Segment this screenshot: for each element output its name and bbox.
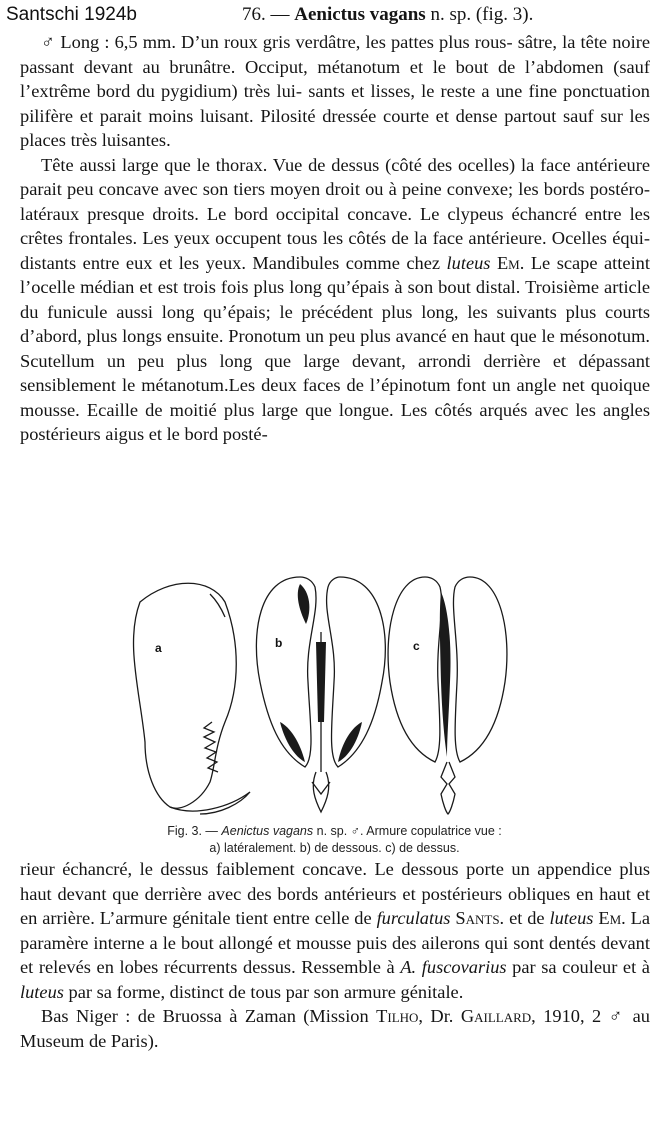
species-name: luteus (446, 252, 491, 273)
species-heading (242, 4, 533, 26)
caption-prefix: Fig. 3. — (167, 824, 218, 838)
species-name: luteus (549, 908, 594, 928)
species-name: luteus (20, 981, 64, 1002)
text-line: Bas Niger : de Bruossa à Zaman (Mission (41, 1006, 369, 1026)
text-line: et le bout de l’abdomen (sauf l’extrême bord du pygidium) très lui- (20, 56, 650, 101)
text-line: luisant. Pilosité dressée courte et dense partout sauf sur les places (20, 105, 650, 150)
text-line: le précédent plus long, les suivants plus courts d’abord, plus longs (20, 301, 650, 346)
text-line: La paramère interne (20, 908, 651, 953)
text-line: face antérieure parait peu concave avec son tiers moyen droit ou à (20, 154, 650, 199)
text-line: et de (509, 908, 545, 928)
ventral-view-lower-shading-right (338, 722, 362, 762)
figure-caption-line-2: a) latéralement. b) de dessous. c) de dessus. (209, 841, 460, 855)
author-name: Sants. (455, 908, 505, 928)
ventral-view-lower-shading-left (280, 722, 305, 762)
text-line: Scutellum un peu plus long que large devant, arrondi derrière et (20, 350, 567, 371)
text-line: et relevés en lobes récurrents dessus. Ressemble à (20, 957, 395, 977)
text-line: ♂ Long : 6,5 mm. D’un roux gris verdâtre, les pattes plus rous- (41, 32, 513, 52)
source-label: Santschi 1924b (6, 4, 137, 25)
ventral-view-tip (312, 782, 330, 794)
description-bottom (20, 857, 650, 1053)
description-top (20, 30, 650, 447)
text-line: à son bout distal. Troisième article du funicule aussi long qu’épais; (20, 277, 650, 322)
heading-number: 76. — (242, 4, 290, 25)
text-line: génitale. (400, 981, 464, 1002)
text-line: occipital concave. Le clypeus échancré entre les crêtes frontales. (20, 203, 650, 248)
text-line: Les yeux occupent tous les côtés de la face antérieure. Ocelles équi- (142, 228, 650, 248)
figure-label-a: a (155, 641, 162, 655)
text-line: a le bout allongé et mousse puis des ailerons qui sont dentés devant (149, 932, 650, 953)
author-name: Em. (598, 908, 626, 928)
text-line: dépassant sensiblement le métanotum.Les deux faces de l’épinotum font (20, 350, 650, 395)
collector-name: Gaillard (460, 1006, 532, 1026)
caption-rest: n. sp. ♂. Armure copulatrice vue : (316, 824, 502, 838)
figure-label-b: b (275, 636, 283, 650)
lateral-view-teeth (204, 722, 218, 772)
text-line: , Dr. (418, 1006, 454, 1026)
figure-genitalia (100, 572, 570, 817)
text-line: par sa forme, distinct de tous par son armure (68, 981, 396, 1002)
species-name: A. fuscovarius (400, 957, 507, 977)
text-line: peine convexe; les bords postéro-latéraux presque droits. Le bord (20, 179, 651, 224)
text-line: Les côtés arqués avec les angles postérieurs aigus et le bord posté- (20, 399, 651, 444)
text-line: 1910, 2 ♂ au Museum de Paris). (20, 1006, 650, 1051)
text-line: Le scape atteint l’ocelle médian et est trois fois plus long qu’épais (20, 252, 650, 297)
text-line: sa couleur et à (541, 957, 650, 977)
paragraph-locality (20, 1004, 650, 1053)
dorsal-view-right-lobe (453, 577, 506, 762)
lateral-view-hook (170, 792, 250, 814)
paragraph-head-description (20, 153, 650, 447)
dorsal-view-stem (441, 762, 455, 814)
dorsal-view-left-lobe (388, 577, 441, 762)
author-name: Em. (496, 252, 525, 273)
genitalia-illustration (100, 572, 570, 817)
text-line: sâtre, la tête noire passant devant au brunâtre. Occiput, métanotum (20, 32, 650, 77)
text-line: entre celle de (273, 908, 372, 928)
heading-species: Aenictus vagans (294, 4, 426, 25)
lateral-view-inner-edge (210, 594, 225, 617)
text-line: Tête aussi large que le thorax. Vue de dessus (côté des ocelles) la (41, 154, 535, 175)
dorsal-view-center-shading (440, 592, 451, 757)
lateral-view-outline (134, 583, 237, 808)
species-name: furculatus (376, 908, 451, 928)
collector-name: Tilho (376, 1006, 419, 1026)
text-line: et postérieurs obliques en haut et en arrière. L’armure génitale tient (20, 883, 650, 928)
figure-label-c: c (413, 639, 420, 653)
figure-caption-line-1 (0, 824, 669, 838)
text-line: sants et lisses, le reste a une fine ponctuation pilifère et parait moins (20, 81, 651, 126)
text-line: un angle net quoique mousse. Ecaille de moitié plus large que longue. (20, 375, 650, 420)
text-line: très luisantes. (70, 130, 171, 150)
text-line: appendice plus haut devant que derrière avec des bords antérieurs (20, 859, 650, 904)
text-line: rieur échancré, le dessus faiblement concave. Le dessous porte un (20, 859, 530, 879)
ventral-view-left-shading (298, 584, 310, 624)
text-line: distants entre eux et les yeux. Mandibules comme chez (20, 252, 441, 273)
text-line: , (531, 1006, 536, 1026)
text-line: par (512, 957, 536, 977)
heading-suffix: n. sp. (fig. 3). (430, 4, 534, 25)
text-line: ensuite. Pronotum un peu plus avancé en haut que le mésonotum. (166, 326, 650, 346)
ventral-view-center-shading (316, 642, 326, 722)
paragraph-male-description (20, 30, 650, 153)
paragraph-continuation (20, 857, 650, 1004)
caption-species: Aenictus vagans (221, 824, 314, 838)
